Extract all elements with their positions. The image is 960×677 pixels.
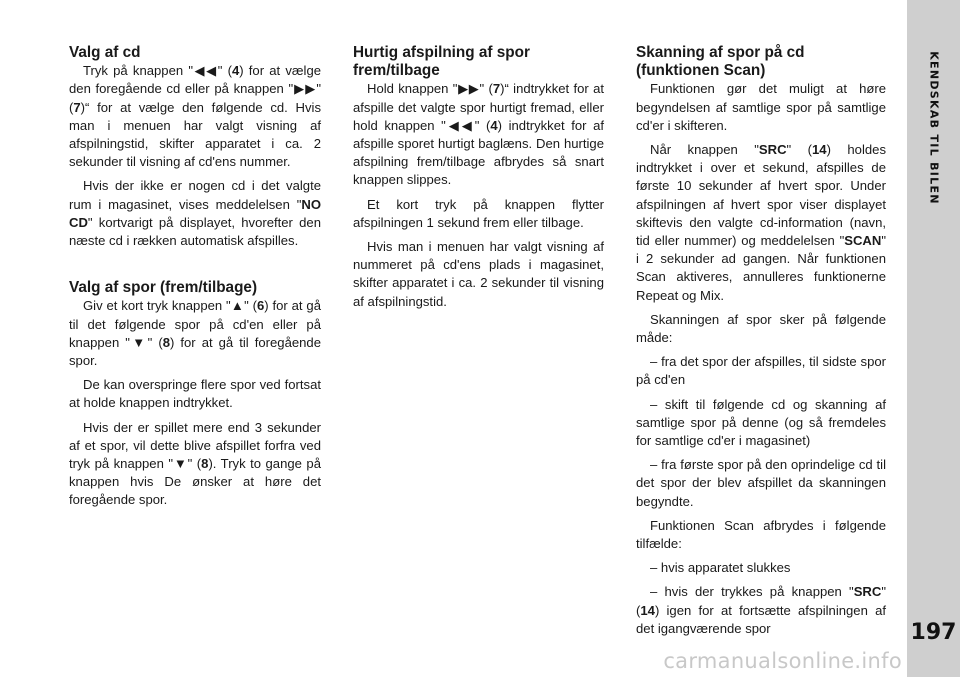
paragraph: Hvis der ikke er nogen cd i det valgte rum i magasinet, vises meddelelsen "NO CD" kortvarigt på displayet, hvorefter den næste cd i rækken automatisk afspilles. (69, 178, 321, 249)
paragraph: – hvis apparatet slukkes (650, 560, 791, 576)
section-heading: Hurtig afspilning af spor frem/tilbage (353, 44, 530, 80)
paragraph: Skanningen af spor sker på følgende måde: (636, 311, 886, 346)
paragraph: – fra første spor på den oprindelige cd til det spor der blev afspillet da skanningen begyndte. (636, 457, 886, 509)
paragraph: Når knappen "SRC" (14) holdes indtrykket i over et sekund, afspilles de første 10 sekunder af hvert spor. Under afspilningen af hvert spor viser displayet skiftevis den valgte cd-information (navn, tid eller nummer) og meddelelsen "SCAN" i 2 sekunder ad gangen. Når funktionen Scan aktiveres, annulleres funktionerne Repeat og Mix. (636, 142, 886, 303)
paragraph: Hvis der er spillet mere end 3 sekunder af et spor, vil dette blive afspillet forfra ved tryk på knappen "▼" (8). Tryk to gange på knappen hvis De ønsker at høre det foregående spor. (69, 419, 321, 508)
paragraph: Tryk på knappen "◀◀" (4) for at vælge den foregående cd eller på knappen "▶▶" (7)“ for at vælge den følgende cd. Hvis man i menuen har valgt visning af afspilningstid, skifter apparatet i ca. 2 sekunder til visning af cd'ens nummer. (69, 63, 322, 170)
section-heading: Valg af spor (frem/tilbage) (69, 279, 258, 297)
paragraph: Hvis man i menuen har valgt visning af nummeret på cd'ens plads i magasinet, skifter apparatet i ca. 2 sekunder til visning af afspilningstid. (353, 239, 604, 309)
column-3 (636, 44, 886, 644)
paragraph: – skift til følgende cd og skanning af samtlige spor på denne (og så fremdeles for samtlige cd'er i magasinet) (636, 396, 886, 449)
chapter-sidebar (907, 0, 960, 677)
section-heading: Valg af cd (69, 44, 141, 61)
page-number: 197 (910, 620, 957, 645)
paragraph: Funktionen gør det muligt at høre begyndelsen af samtlige spor på samtlige cd'er i skifteren. (636, 81, 886, 133)
paragraph: Et kort tryk på knappen flytter afspilningen 1 sekund frem eller tilbage. (353, 196, 604, 230)
watermark-text: carmanualsonline.info (663, 649, 902, 673)
column-2 (353, 44, 604, 317)
paragraph: Funktionen Scan afbrydes i følgende tilfælde: (636, 517, 886, 552)
paragraph: – fra det spor der afspilles, til sidste spor på cd'en (636, 354, 886, 388)
section-heading: Skanning af spor på cd (funktionen Scan) (636, 44, 805, 80)
column-1 (69, 44, 321, 516)
paragraph: Hold knappen "▶▶" (7)“ indtrykket for at afspille det valgte spor hurtigt fremad, eller hold knappen "◀◀" (4) indtrykket for af afspille sporet hurtigt baglæns. Den hurtige afspilning frem/tilbage afbrydes så snart knappen slippes. (353, 81, 604, 188)
section-gap (69, 256, 321, 279)
paragraph: De kan overspringe flere spor ved fortsat at holde knappen indtrykket. (69, 377, 321, 411)
paragraph: Giv et kort tryk knappen "▲" (6) for at gå til det følgende spor på cd'en eller på knappen "▼" (8) for at gå til foregående spor. (69, 298, 321, 369)
chapter-title: KENDSKAB TIL BILEN (927, 51, 940, 205)
paragraph: – hvis der trykkes på knappen "SRC" (14) igen for at fortsætte afspilningen af det igangværende spor (636, 584, 886, 636)
